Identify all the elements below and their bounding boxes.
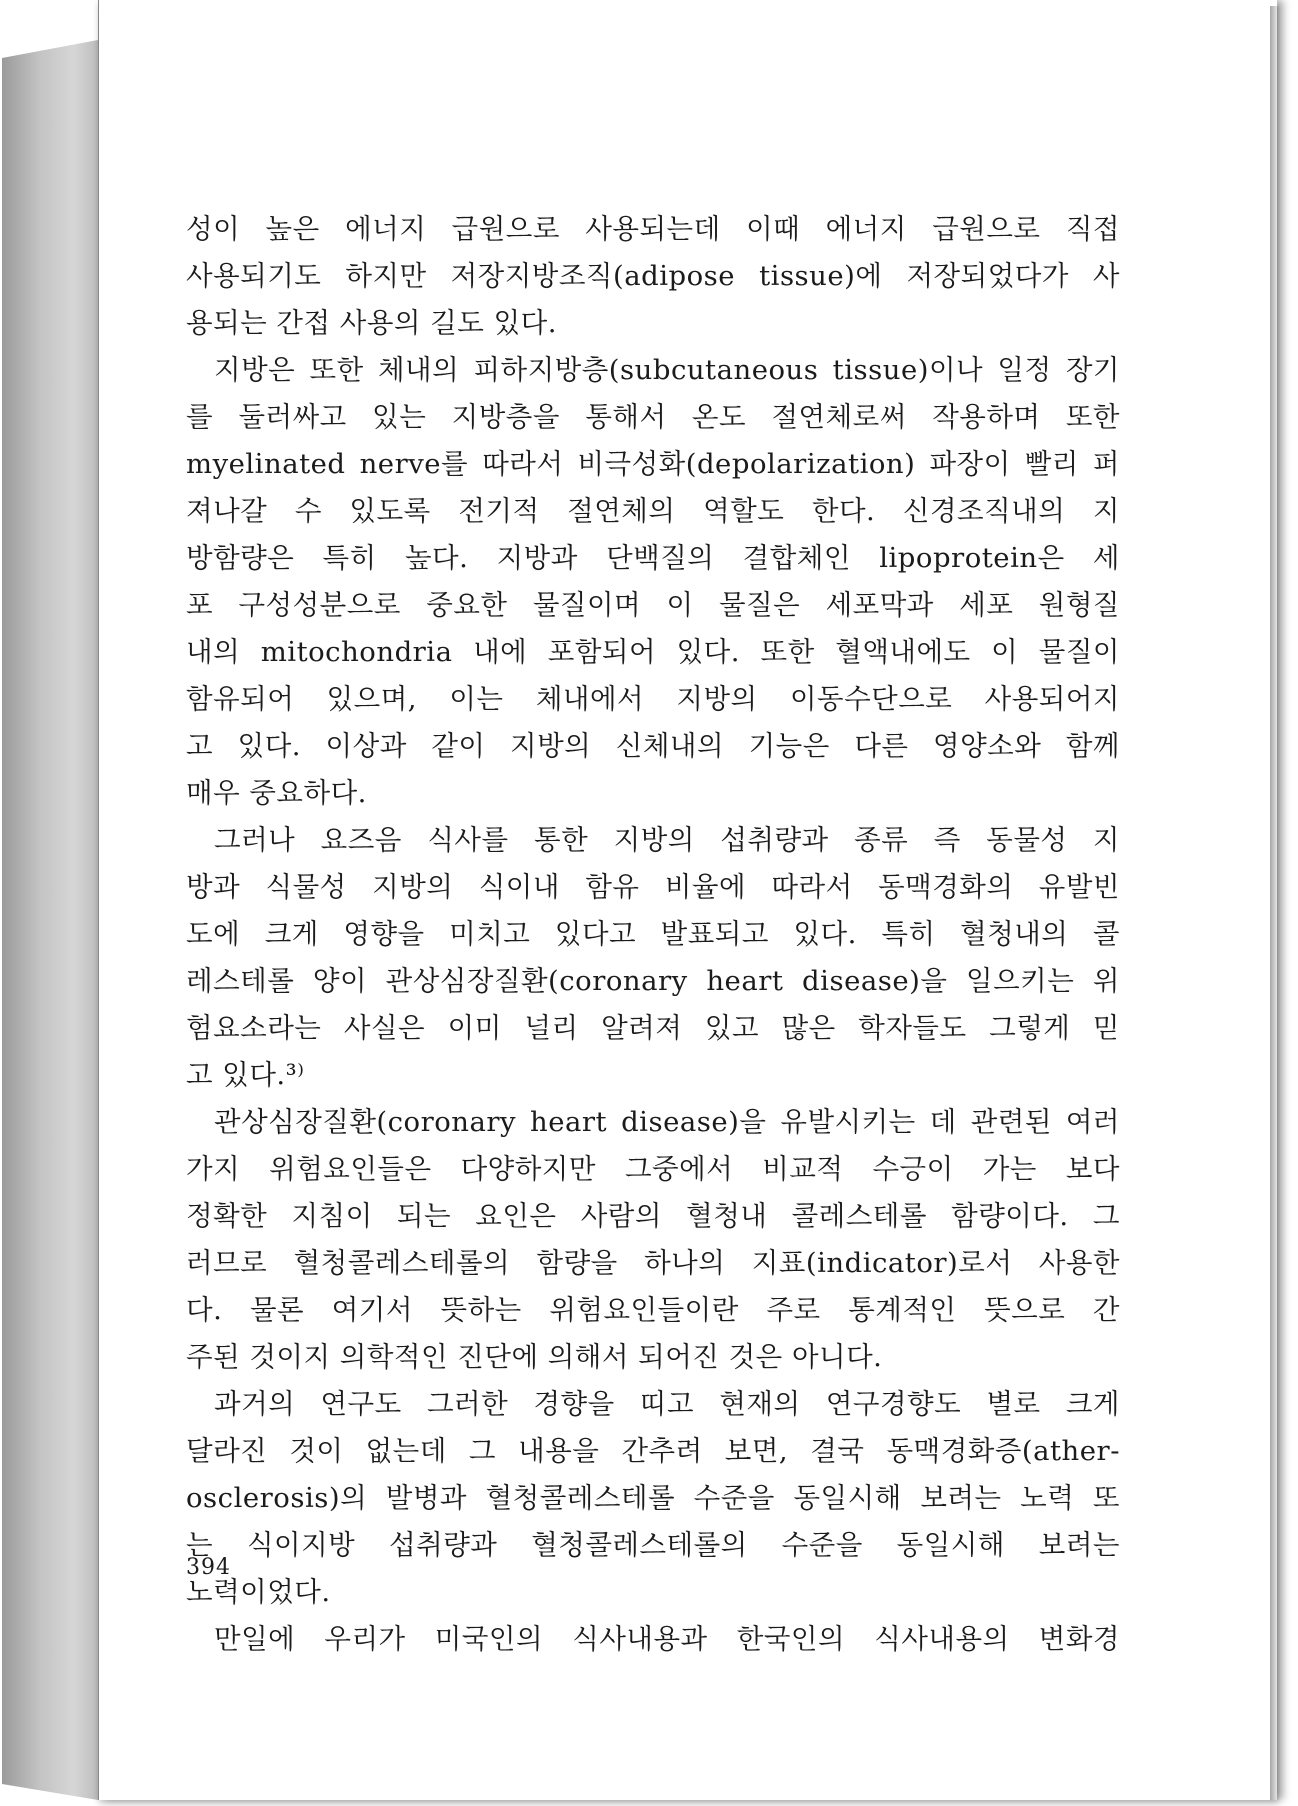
text-line: 그러나 요즈음 식사를 통한 지방의 섭취량과 종류 즉 동물성 지 bbox=[214, 824, 1120, 856]
paragraph bbox=[186, 1616, 1120, 1663]
text-line: 내의 mitochondria 내에 포함되어 있다. 또한 혈액내에도 이 물질이 bbox=[186, 636, 1120, 668]
paragraph bbox=[186, 1381, 1120, 1616]
text-line: 성이 높은 에너지 급원으로 사용되는데 이때 에너지 급원으로 직접 bbox=[186, 213, 1120, 245]
paragraph bbox=[186, 206, 1120, 347]
page-body-text bbox=[186, 206, 1120, 1663]
page-shadow bbox=[1270, 6, 1280, 1800]
paragraph bbox=[186, 817, 1120, 1099]
book-spine bbox=[2, 40, 98, 1800]
text-line: 노력이었다. bbox=[186, 1576, 331, 1608]
text-line: 다. 물론 여기서 뜻하는 위험요인들이란 주로 통계적인 뜻으로 간 bbox=[186, 1294, 1120, 1326]
paragraph bbox=[186, 1099, 1120, 1381]
text-line: osclerosis)의 발병과 혈청콜레스테롤 수준을 동일시해 보려는 노력 또 bbox=[186, 1482, 1120, 1514]
text-line: 만일에 우리가 미국인의 식사내용과 한국인의 식사내용의 변화경 bbox=[214, 1623, 1120, 1655]
text-line: 매우 중요하다. bbox=[186, 777, 367, 809]
text-line: 고 있다.³⁾ bbox=[186, 1059, 305, 1091]
text-line: 함유되어 있으며, 이는 체내에서 지방의 이동수단으로 사용되어지 bbox=[186, 683, 1120, 715]
text-line: 관상심장질환(coronary heart disease)을 유발시키는 데 관련된 여러 bbox=[214, 1106, 1120, 1138]
text-line: 러므로 혈청콜레스테롤의 함량을 하나의 지표(indicator)로서 사용한 bbox=[186, 1247, 1120, 1279]
text-line: 정확한 지침이 되는 요인은 사람의 혈청내 콜레스테롤 함량이다. 그 bbox=[186, 1200, 1120, 1232]
text-line: 를 둘러싸고 있는 지방층을 통해서 온도 절연체로써 작용하며 또한 bbox=[186, 401, 1120, 433]
text-line: 레스테롤 양이 관상심장질환(coronary heart disease)을 일으키는 위 bbox=[186, 965, 1120, 997]
text-line: 달라진 것이 없는데 그 내용을 간추려 보면, 결국 동맥경화증(ather- bbox=[186, 1435, 1120, 1467]
paragraph bbox=[186, 347, 1120, 817]
page-number: 394 bbox=[186, 1555, 231, 1580]
text-line: 가지 위험요인들은 다양하지만 그중에서 비교적 수긍이 가는 보다 bbox=[186, 1153, 1120, 1185]
text-line: 방함량은 특히 높다. 지방과 단백질의 결합체인 lipoprotein은 세 bbox=[186, 542, 1120, 574]
text-line: 사용되기도 하지만 저장지방조직(adipose tissue)에 저장되었다가 사 bbox=[186, 260, 1120, 292]
text-line: myelinated nerve를 따라서 비극성화(depolarization) 파장이 빨리 퍼 bbox=[186, 448, 1120, 480]
text-line: 포 구성성분으로 중요한 물질이며 이 물질은 세포막과 세포 원형질 bbox=[186, 589, 1120, 621]
text-line: 용되는 간접 사용의 길도 있다. bbox=[186, 307, 557, 339]
text-line: 고 있다. 이상과 같이 지방의 신체내의 기능은 다른 영양소와 함께 bbox=[186, 730, 1120, 762]
text-line: 지방은 또한 체내의 피하지방층(subcutaneous tissue)이나 일정 장기 bbox=[214, 354, 1120, 386]
text-line: 방과 식물성 지방의 식이내 함유 비율에 따라서 동맥경화의 유발빈 bbox=[186, 871, 1120, 903]
text-line: 과거의 연구도 그러한 경향을 띠고 현재의 연구경향도 별로 크게 bbox=[214, 1388, 1120, 1420]
text-line: 는 식이지방 섭취량과 혈청콜레스테롤의 수준을 동일시해 보려는 bbox=[186, 1529, 1120, 1561]
text-line: 도에 크게 영향을 미치고 있다고 발표되고 있다. 특히 혈청내의 콜 bbox=[186, 918, 1120, 950]
text-line: 험요소라는 사실은 이미 널리 알려져 있고 많은 학자들도 그렇게 믿 bbox=[186, 1012, 1120, 1044]
text-line: 져나갈 수 있도록 전기적 절연체의 역할도 한다. 신경조직내의 지 bbox=[186, 495, 1120, 527]
text-line: 주된 것이지 의학적인 진단에 의해서 되어진 것은 아니다. bbox=[186, 1341, 883, 1373]
